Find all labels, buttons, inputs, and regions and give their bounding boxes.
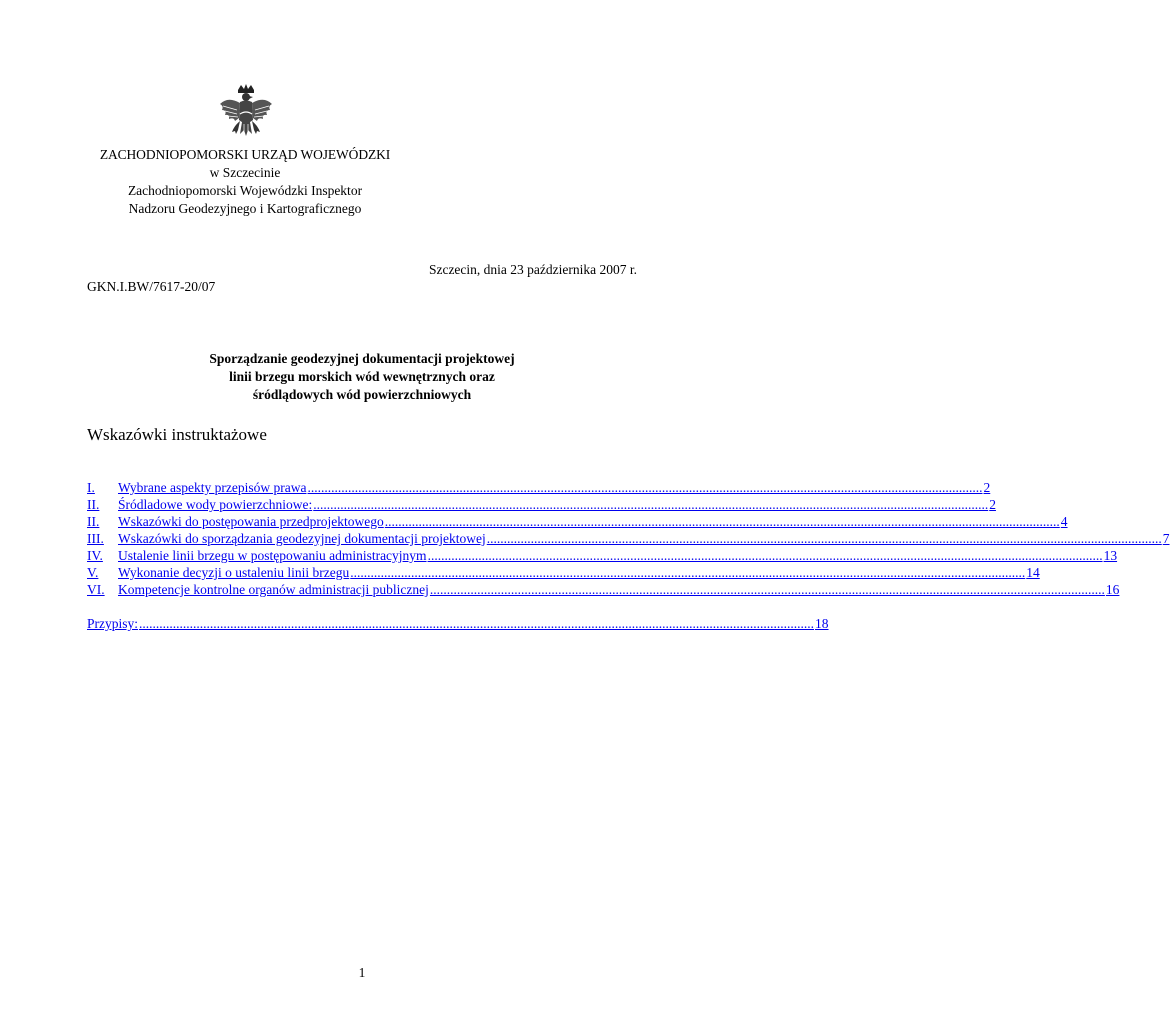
office-city: w Szczecinie <box>209 165 281 180</box>
toc-leader-dots: ........................................................................................................................................................................................................ <box>313 497 989 512</box>
document-subtitle: Wskazówki instruktażowe <box>87 425 267 444</box>
reference-number: GKN.I.BW/7617-20/07 <box>87 279 216 294</box>
toc-item-number: V. <box>87 565 99 580</box>
date-line: Szczecin, dnia 23 października 2007 r. <box>428 262 637 277</box>
toc-item-text: Wskazówki do postępowania przedprojektowego <box>118 514 384 529</box>
toc-item-text: Kompetencje kontrolne organów administracji publicznej <box>118 582 429 597</box>
toc-item-number: VI. <box>87 582 105 597</box>
table-of-contents <box>87 479 1170 632</box>
toc-leader-dots: ........................................................................................................................................................................................................ <box>486 531 1162 546</box>
toc-leader-dots: ........................................................................................................................................................................................................ <box>350 565 1026 580</box>
polish-eagle-emblem-icon <box>218 84 274 146</box>
toc-item-page: 14 <box>1026 565 1040 580</box>
toc-leader-dots: ........................................................................................................................................................................................................ <box>307 480 983 495</box>
toc-item-3[interactable] <box>87 513 1068 530</box>
toc-item-number: II. <box>87 497 100 512</box>
toc-leader-dots: ........................................................................................................................................................................................................ <box>427 548 1103 563</box>
toc-item-page: 18 <box>815 616 829 631</box>
toc-item-number: II. <box>87 514 100 529</box>
toc-leader-dots: ........................................................................................................................................................................................................ <box>139 616 815 631</box>
toc-item-4[interactable] <box>87 530 1170 547</box>
toc-leader-dots: ........................................................................................................................................................................................................ <box>429 582 1105 597</box>
toc-spacer <box>87 598 638 615</box>
office-name: ZACHODNIOPOMORSKI URZĄD WOJEWÓDZKI <box>99 147 391 162</box>
toc-item-1[interactable] <box>87 479 991 496</box>
title-line-2: linii brzegu morskich wód wewnętrznych oraz <box>229 369 495 384</box>
toc-item-page: 2 <box>983 480 991 495</box>
toc-item-5[interactable] <box>87 547 1118 564</box>
toc-item-page: 7 <box>1162 531 1170 546</box>
toc-item-number: IV. <box>87 548 103 563</box>
toc-item-number: III. <box>87 531 104 546</box>
toc-item-text: Wybrane aspekty przepisów prawa <box>118 480 307 495</box>
toc-item-6[interactable] <box>87 564 1040 581</box>
title-line-1: Sporządzanie geodezyjnej dokumentacji projektowej <box>209 351 515 366</box>
inspector-line-1: Zachodniopomorski Wojewódzki Inspektor <box>127 183 363 198</box>
toc-item-page: 4 <box>1060 514 1068 529</box>
toc-item-number: I. <box>87 480 95 495</box>
inspector-line-2: Nadzoru Geodezyjnego i Kartograficznego <box>128 201 362 216</box>
office-header <box>80 146 410 218</box>
toc-item-text: Wskazówki do sporządzania geodezyjnej dokumentacji projektowej <box>118 531 486 546</box>
toc-leader-dots: ........................................................................................................................................................................................................ <box>384 514 1060 529</box>
toc-item-text: Przypisy: <box>87 616 139 631</box>
page-number: 1 <box>358 965 366 980</box>
toc-item-text: Ustalenie linii brzegu w postępowaniu administracyjnym <box>118 548 427 563</box>
title-line-3: śródlądowych wód powierzchniowych <box>252 387 472 402</box>
toc-item-page: 13 <box>1103 548 1118 563</box>
toc-item-text: Wykonanie decyzji o ustaleniu linii brzegu <box>118 565 350 580</box>
toc-item-7[interactable] <box>87 581 1120 598</box>
toc-item-page: 2 <box>989 497 996 512</box>
document-title <box>87 350 637 404</box>
toc-item-text: Śródladowe wody powierzchniowe: <box>118 497 313 512</box>
toc-item-page: 16 <box>1105 582 1120 597</box>
toc-item-2[interactable] <box>87 496 996 513</box>
toc-item-footnotes[interactable] <box>87 615 829 632</box>
